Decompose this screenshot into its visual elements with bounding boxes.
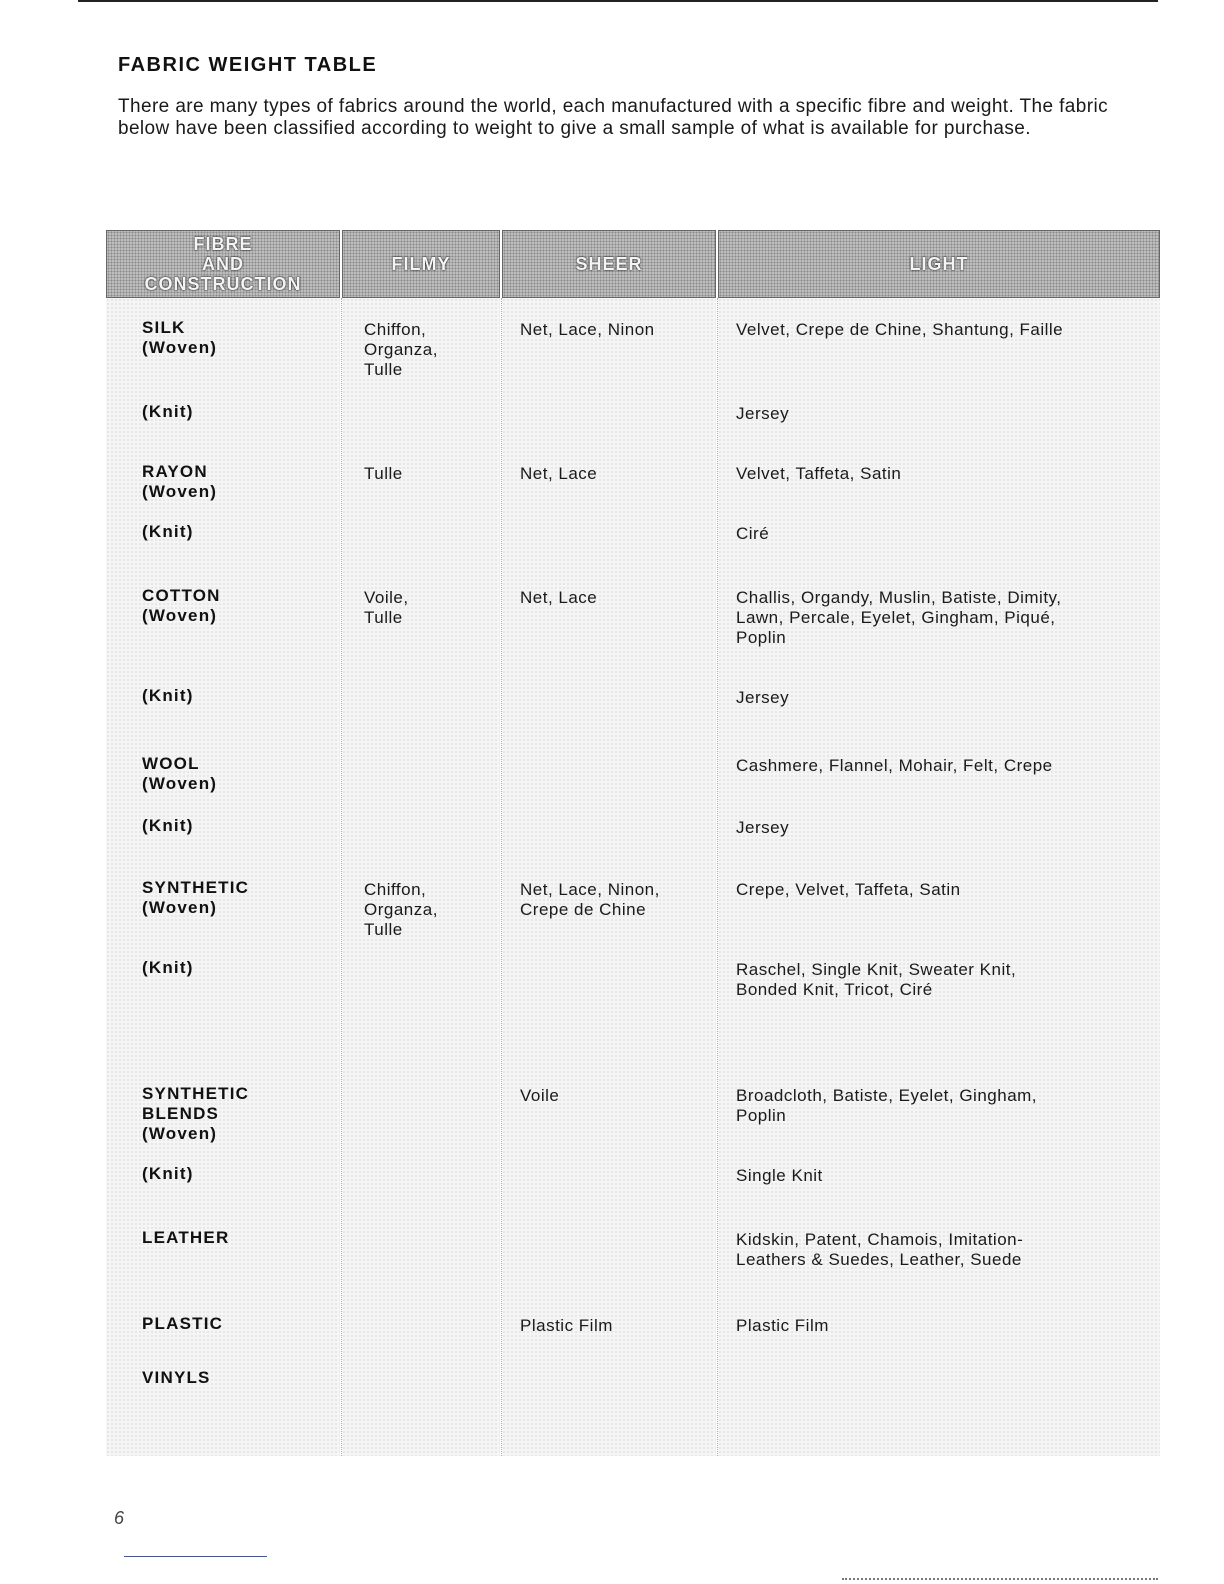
light-line: Single Knit xyxy=(736,1166,823,1185)
fibre-line: (Woven) xyxy=(142,606,218,625)
fibre-line: VINYLS xyxy=(142,1368,211,1387)
light-cell xyxy=(736,1316,829,1336)
fibre-cell xyxy=(142,462,217,502)
sheer-line: Net, Lace xyxy=(520,588,598,607)
filmy-line: Tulle xyxy=(364,920,403,939)
sheer-line: Net, Lace, Ninon, xyxy=(520,880,660,899)
light-line: Raschel, Single Knit, Sweater Knit, xyxy=(736,960,1017,979)
light-line: Jersey xyxy=(736,688,790,707)
sheer-line: Crepe de Chine xyxy=(520,900,647,919)
light-cell xyxy=(736,880,961,900)
sheer-cell xyxy=(520,588,597,608)
fibre-line: WOOL xyxy=(142,754,200,773)
fibre-line: BLENDS xyxy=(142,1104,220,1123)
fibre-cell xyxy=(142,754,217,794)
filmy-line: Organza, xyxy=(364,900,438,919)
fibre-cell xyxy=(142,318,217,358)
light-line: Velvet, Taffeta, Satin xyxy=(736,464,902,483)
fibre-line: SYNTHETIC xyxy=(142,1084,250,1103)
filmy-line: Voile, xyxy=(364,588,409,607)
sheer-line: Net, Lace, Ninon xyxy=(520,320,655,339)
bottom-link-rule xyxy=(124,1556,267,1557)
light-line: Kidskin, Patent, Chamois, Imitation- xyxy=(736,1230,1024,1249)
light-cell xyxy=(736,320,1063,340)
top-rule xyxy=(78,0,1158,2)
light-line: Lawn, Percale, Eyelet, Gingham, Piqué, xyxy=(736,608,1056,627)
light-line: Broadcloth, Batiste, Eyelet, Gingham, xyxy=(736,1086,1038,1105)
light-line: Poplin xyxy=(736,1106,787,1125)
fibre-cell xyxy=(142,522,194,542)
filmy-line: Chiffon, xyxy=(364,320,427,339)
sheer-line: Voile xyxy=(520,1086,560,1105)
filmy-line: Tulle xyxy=(364,360,403,379)
sheer-line: Plastic Film xyxy=(520,1316,613,1335)
header-fibre-line: AND xyxy=(202,254,244,274)
sheer-line: Net, Lace xyxy=(520,464,598,483)
light-cell xyxy=(736,960,1016,1000)
table-header-row xyxy=(106,230,1160,298)
light-line: Cashmere, Flannel, Mohair, Felt, Crepe xyxy=(736,756,1053,775)
intro-line: what is available for purchase. xyxy=(762,118,1031,139)
fabric-weight-table xyxy=(106,230,1160,1456)
fibre-line: (Knit) xyxy=(142,1164,194,1183)
fibre-line: PLASTIC xyxy=(142,1314,224,1333)
fibre-line: (Woven) xyxy=(142,774,218,793)
light-cell xyxy=(736,524,769,544)
header-light: LIGHT xyxy=(718,230,1160,298)
light-cell xyxy=(736,1230,1023,1270)
fibre-cell xyxy=(142,816,194,836)
filmy-line: Chiffon, xyxy=(364,880,427,899)
filmy-line: Tulle xyxy=(364,608,403,627)
light-line: Jersey xyxy=(736,818,790,837)
fibre-line: RAYON xyxy=(142,462,208,481)
light-line: Ciré xyxy=(736,524,770,543)
fibre-line: (Woven) xyxy=(142,482,218,501)
light-line: Challis, Organdy, Muslin, Batiste, Dimity, xyxy=(736,588,1062,607)
fibre-line: (Woven) xyxy=(142,898,218,917)
sheer-cell xyxy=(520,880,660,920)
light-cell xyxy=(736,588,1062,648)
filmy-cell xyxy=(364,588,409,628)
page-title: FABRIC WEIGHT TABLE xyxy=(118,54,378,76)
fibre-line: (Knit) xyxy=(142,522,194,541)
fibre-cell xyxy=(142,586,221,626)
light-cell xyxy=(736,464,901,484)
header-fibre-line: CONSTRUCTION xyxy=(144,274,302,294)
light-line: Plastic Film xyxy=(736,1316,829,1335)
fibre-cell xyxy=(142,1164,194,1184)
light-line: Bonded Knit, Tricot, Ciré xyxy=(736,980,933,999)
light-line: Poplin xyxy=(736,628,787,647)
header-fibre-and-construction xyxy=(106,230,340,298)
header-sheer: SHEER xyxy=(502,230,716,298)
light-cell xyxy=(736,818,789,838)
fibre-line: (Knit) xyxy=(142,402,194,421)
intro-line: There are many types of fabrics around the world, each manufactured with a specific fibre and xyxy=(118,96,946,117)
sheer-cell xyxy=(520,464,597,484)
intro-line: weight. The fabric below have been classified according to weight to give a small sample of xyxy=(118,96,1108,139)
sheer-cell xyxy=(520,1316,613,1336)
filmy-cell xyxy=(364,464,403,484)
filmy-cell xyxy=(364,320,438,380)
light-line: Jersey xyxy=(736,404,790,423)
filmy-line: Organza, xyxy=(364,340,438,359)
sheer-cell xyxy=(520,1086,559,1106)
fibre-cell xyxy=(142,1228,229,1248)
fibre-line: (Knit) xyxy=(142,686,194,705)
light-cell xyxy=(736,1086,1037,1126)
light-cell xyxy=(736,404,789,424)
fibre-cell xyxy=(142,686,194,706)
fibre-cell xyxy=(142,1368,211,1388)
sheer-cell xyxy=(520,320,655,340)
fibre-line: (Woven) xyxy=(142,1124,218,1143)
intro-paragraph xyxy=(118,96,1108,140)
light-line: Leathers & Suedes, Leather, Suede xyxy=(736,1250,1022,1269)
light-cell xyxy=(736,756,1053,776)
header-fibre-line: FIBRE xyxy=(193,234,253,254)
fibre-cell xyxy=(142,402,194,422)
filmy-line: Tulle xyxy=(364,464,403,483)
fibre-cell xyxy=(142,1084,249,1144)
fibre-cell xyxy=(142,958,194,978)
fibre-line: LEATHER xyxy=(142,1228,230,1247)
light-cell xyxy=(736,1166,823,1186)
header-filmy: FILMY xyxy=(342,230,500,298)
light-cell xyxy=(736,688,789,708)
fibre-cell xyxy=(142,878,249,918)
fibre-line: (Woven) xyxy=(142,338,218,357)
fibre-cell xyxy=(142,1314,223,1334)
fibre-line: SILK xyxy=(142,318,186,337)
fibre-line: (Knit) xyxy=(142,958,194,977)
fibre-line: COTTON xyxy=(142,586,221,605)
light-line: Crepe, Velvet, Taffeta, Satin xyxy=(736,880,961,899)
column-divider xyxy=(717,298,718,1456)
filmy-cell xyxy=(364,880,438,940)
fibre-line: (Knit) xyxy=(142,816,194,835)
bottom-rule xyxy=(842,1578,1158,1580)
column-divider xyxy=(501,298,502,1456)
light-line: Velvet, Crepe de Chine, Shantung, Faille xyxy=(736,320,1064,339)
page-number: 6 xyxy=(114,1508,125,1528)
column-divider xyxy=(341,298,342,1456)
fibre-line: SYNTHETIC xyxy=(142,878,250,897)
